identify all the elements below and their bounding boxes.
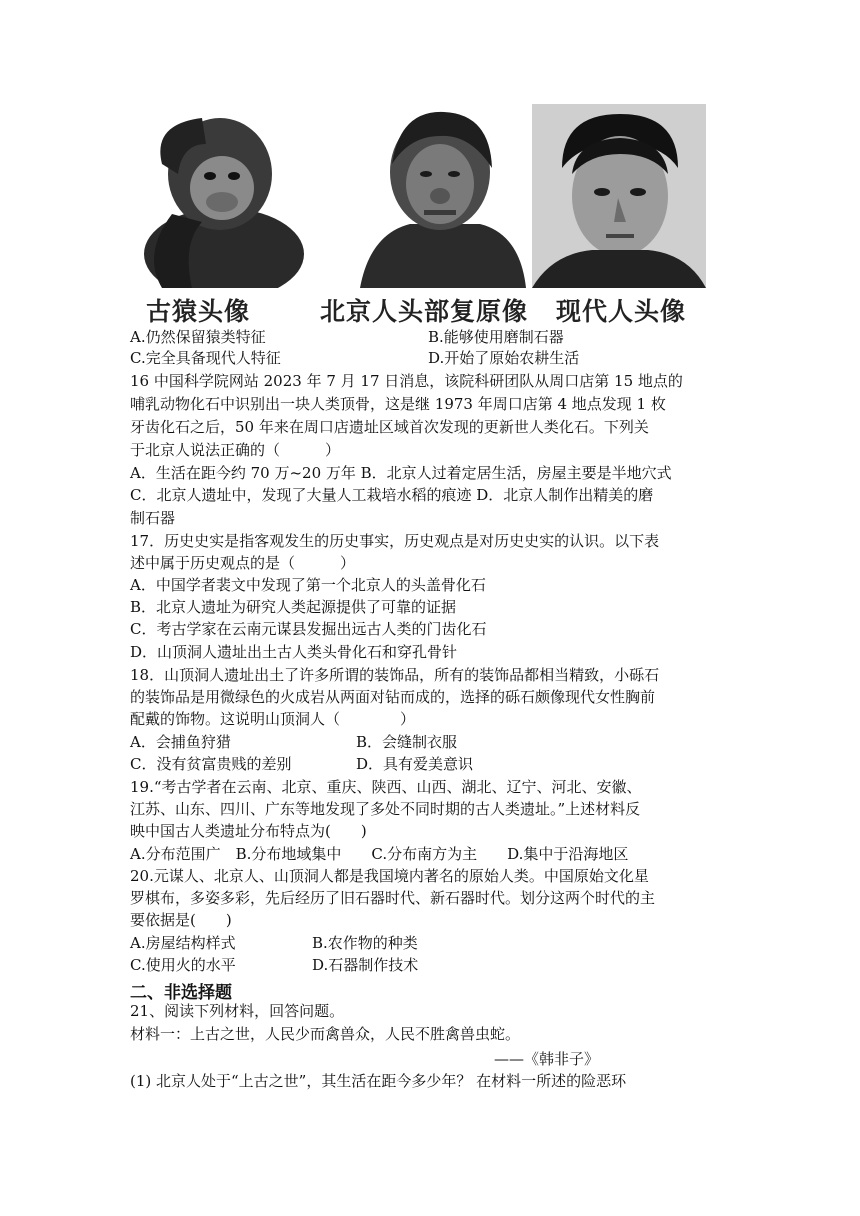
q18-option-d: D．具有爱美意识 <box>356 755 474 773</box>
material-source: ——《韩非子》 <box>494 1050 600 1068</box>
q18-line: 18．山顶洞人遗址出土了许多所谓的装饰品，所有的装饰品都相当精致，小砾石 <box>130 666 660 684</box>
q18-option-b: B．会缝制衣服 <box>356 733 458 751</box>
q16-line: 16 中国科学院网站 2023 年 7 月 17 日消息，该院科研团队从周口店第 15 地点的 <box>130 372 683 390</box>
caption-peking-man: 北京人头部复原像 <box>320 297 529 326</box>
q19-line: 19.“考古学者在云南、北京、重庆、陕西、山西、湖北、辽宁、河北、安徽、 <box>130 778 642 796</box>
q20-line: 20.元谋人、北京人、山顶洞人都是我国境内著名的原始人类。中国原始文化星 <box>130 867 649 885</box>
q16-line: C．北京人遗址中，发现了大量人工栽培水稻的痕迹 D．北京人制作出精美的磨 <box>130 486 654 504</box>
q20-line: 罗棋布，多姿多彩，先后经历了旧石器时代、新石器时代。划分这两个时代的主 <box>130 889 656 907</box>
caption-ape: 古猿头像 <box>146 297 251 326</box>
q15-option-d: D.开始了原始农耕生活 <box>428 349 580 367</box>
modern-man-portrait-icon <box>532 104 706 288</box>
q15-option-b: B.能够使用磨制石器 <box>428 328 564 346</box>
q15-option-a: A.仍然保留猿类特征 <box>130 328 266 346</box>
q17-line: 述中属于历史观点的是（ ） <box>130 554 356 572</box>
q20-line: 要依据是( ) <box>130 911 232 929</box>
figure-portraits <box>128 104 710 328</box>
q15-option-c: C.完全具备现代人特征 <box>130 349 281 367</box>
q19-line: 江苏、山东、四川、广东等地发现了多处不同时期的古人类遗址。”上述材料反 <box>130 800 641 818</box>
q18-option-c: C．没有贫富贵贱的差别 <box>130 755 292 773</box>
q20-option-b: B.农作物的种类 <box>312 934 418 952</box>
q21-intro: 21、阅读下列材料，回答问题。 <box>130 1002 345 1020</box>
q21-sub-question-1: (1) 北京人处于“上古之世”，其生活在距今多少年？ 在材料一所述的险恶环 <box>130 1072 627 1090</box>
q17-line: 17．历史史实是指客观发生的历史事实，历史观点是对历史史实的认识。以下表 <box>130 532 660 550</box>
ape-portrait-icon <box>132 104 312 288</box>
q18-option-a: A．会捕鱼狩猎 <box>130 733 231 751</box>
q16-line: 制石器 <box>130 509 176 527</box>
q17-option-c: C．考古学家在云南元谋县发掘出远古人类的门齿化石 <box>130 620 487 638</box>
q16-line: 于北京人说法正确的（ ） <box>130 441 341 459</box>
q16-line: 哺乳动物化石中识别出一块人类顶骨，这是继 1973 年周口店第 4 地点发现 1 枚 <box>130 395 666 413</box>
peking-man-bust-icon <box>340 104 536 288</box>
q20-option-d: D.石器制作技术 <box>312 956 419 974</box>
q17-option-b: B．北京人遗址为研究人类起源提供了可靠的证据 <box>130 598 457 616</box>
material-one: 材料一：上古之世，人民少而禽兽众，人民不胜禽兽虫蛇。 <box>130 1025 521 1043</box>
q18-line: 的装饰品是用微绿色的火成岩从两面对钻而成的，选择的砾石颇像现代女性胸前 <box>130 688 656 706</box>
q18-line: 配戴的饰物。这说明山顶洞人（ ） <box>130 710 416 728</box>
q16-line: A．生活在距今约 70 万~20 万年 B．北京人过着定居生活，房屋主要是半地穴式 <box>130 464 672 482</box>
q20-option-a: A.房屋结构样式 <box>130 934 236 952</box>
q17-option-d: D．山顶洞人遗址出土古人类头骨化石和穿孔骨针 <box>130 643 458 661</box>
q16-line: 牙齿化石之后，50 年来在周口店遗址区域首次发现的更新世人类化石。下列关 <box>130 418 649 436</box>
q19-line: 映中国古人类遗址分布特点为( ) <box>130 822 367 840</box>
caption-modern-man: 现代人头像 <box>556 297 687 326</box>
q19-options: A.分布范围广 B.分布地域集中 C.分布南方为主 D.集中于沿海地区 <box>130 845 629 863</box>
section-title: 二、非选择题 <box>130 983 232 1003</box>
q17-option-a: A．中国学者裴文中发现了第一个北京人的头盖骨化石 <box>130 576 486 594</box>
q20-option-c: C.使用火的水平 <box>130 956 236 974</box>
